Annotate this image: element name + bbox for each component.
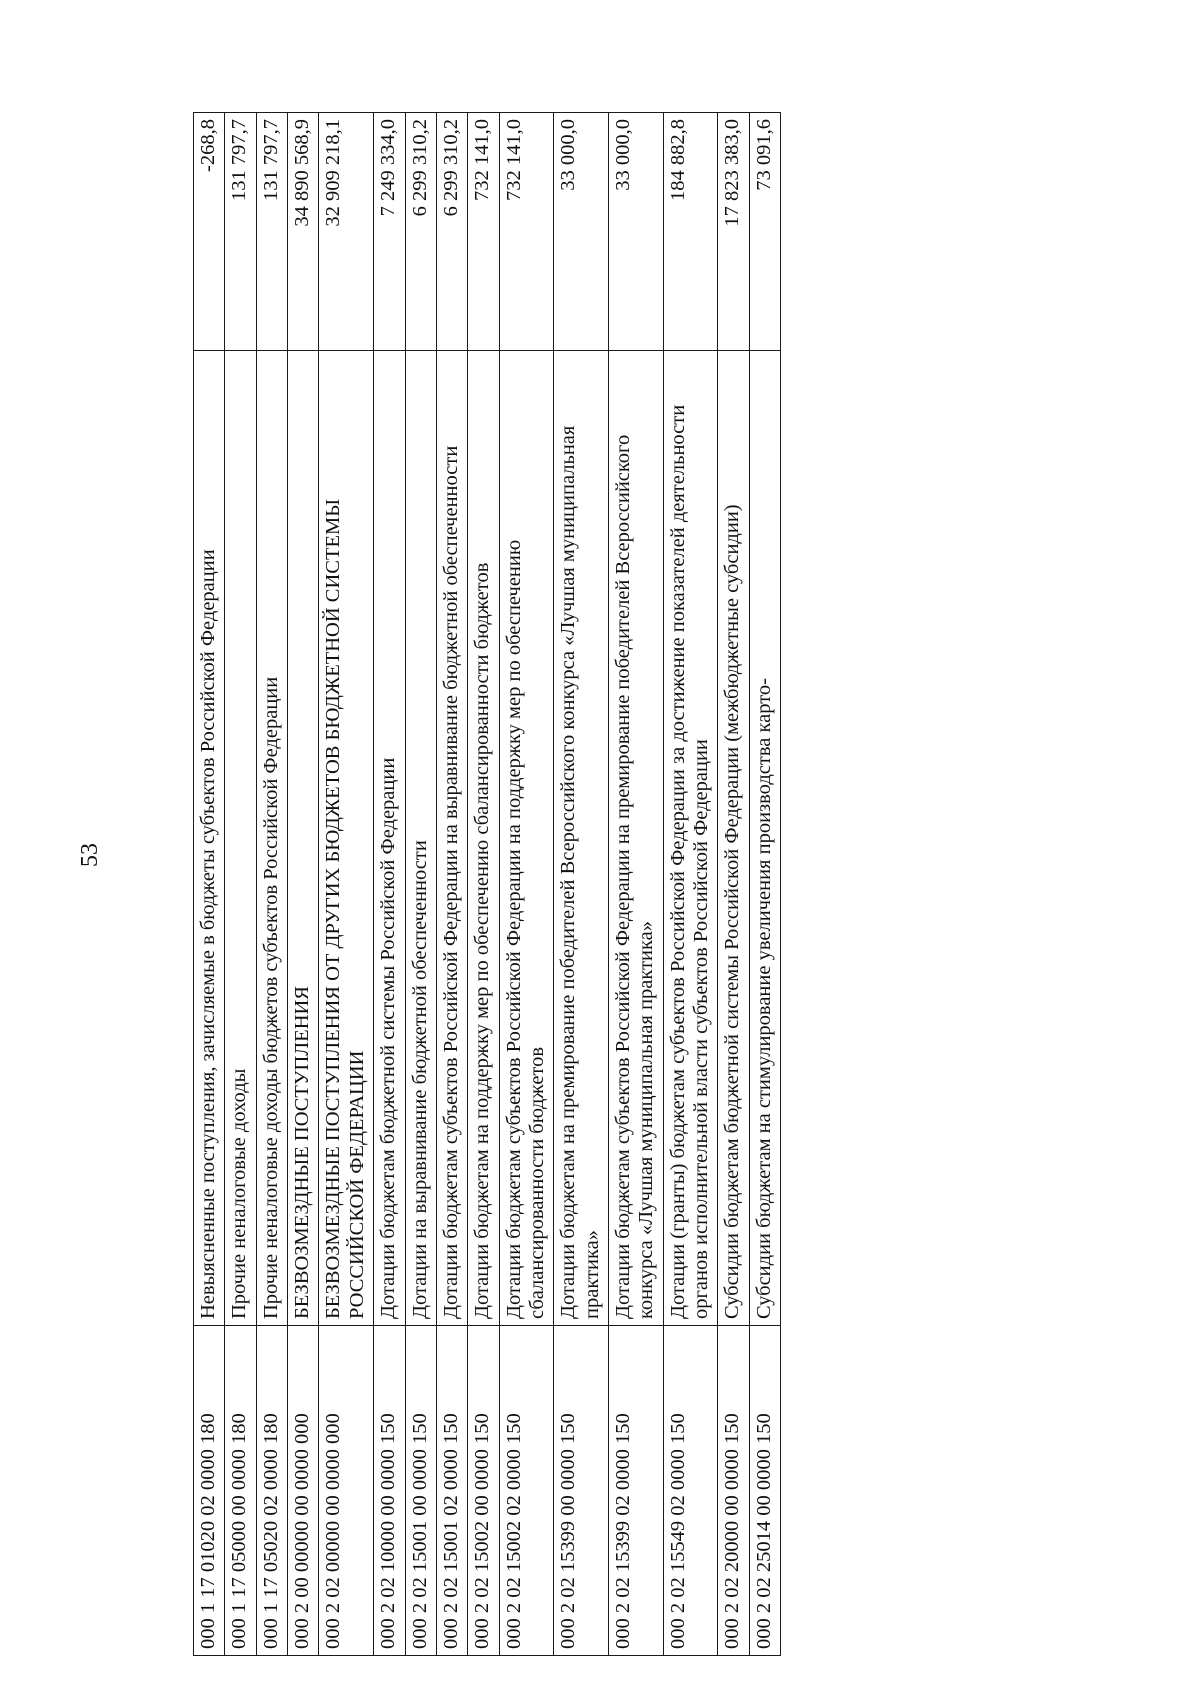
amount-cell: -268,8 xyxy=(194,113,225,351)
table-row xyxy=(554,113,609,1656)
amount-cell: 184 882,8 xyxy=(663,113,718,351)
table-row xyxy=(468,113,499,1656)
table-row xyxy=(374,113,405,1656)
budget-code-cell: 000 2 02 10000 00 0000 150 xyxy=(374,1326,405,1656)
budget-code-cell: 000 2 02 15002 00 0000 150 xyxy=(468,1326,499,1656)
table-row xyxy=(436,113,467,1656)
amount-cell: 34 890 568,9 xyxy=(288,113,319,351)
table-row xyxy=(405,113,436,1656)
amount-cell: 732 141,0 xyxy=(499,113,554,351)
table-row xyxy=(749,113,780,1656)
amount-cell: 32 909 218,1 xyxy=(319,113,374,351)
table-row xyxy=(225,113,256,1656)
table-row xyxy=(319,113,374,1656)
amount-cell: 33 000,0 xyxy=(554,113,609,351)
budget-code-cell: 000 2 02 15001 02 0000 150 xyxy=(436,1326,467,1656)
budget-code-cell: 000 2 00 00000 00 0000 000 xyxy=(288,1326,319,1656)
budget-code-cell: 000 1 17 05000 00 0000 180 xyxy=(225,1326,256,1656)
revenue-name-cell: Дотации бюджетам субъектов Российской Федерации на выравнивание бюджетной обеспеченности xyxy=(436,351,467,1326)
amount-cell: 131 797,7 xyxy=(225,113,256,351)
revenue-name-cell: Субсидии бюджетам на стимулирование увеличения производства карто- xyxy=(749,351,780,1326)
page-number: 53 xyxy=(77,843,103,867)
budget-code-cell: 000 2 02 15549 02 0000 150 xyxy=(663,1326,718,1656)
amount-cell: 7 249 334,0 xyxy=(374,113,405,351)
budget-code-cell: 000 1 17 05020 02 0000 180 xyxy=(256,1326,287,1656)
rotated-table-container xyxy=(193,113,1107,1656)
revenue-name-cell: Дотации бюджетам субъектов Российской Федерации на поддержку мер по обеспечению сбалансированности бюджетов xyxy=(499,351,554,1326)
amount-cell: 73 091,6 xyxy=(749,113,780,351)
revenue-name-cell: Дотации бюджетам бюджетной системы Российской Федерации xyxy=(374,351,405,1326)
revenue-name-cell: Прочие неналоговые доходы бюджетов субъектов Российской Федерации xyxy=(256,351,287,1326)
revenue-name-cell: БЕЗВОЗМЕЗДНЫЕ ПОСТУПЛЕНИЯ xyxy=(288,351,319,1326)
amount-cell: 131 797,7 xyxy=(256,113,287,351)
budget-code-cell: 000 2 02 15001 00 0000 150 xyxy=(405,1326,436,1656)
amount-cell: 6 299 310,2 xyxy=(436,113,467,351)
budget-code-cell: 000 2 02 15399 02 0000 150 xyxy=(609,1326,664,1656)
revenue-name-cell: Невыясненные поступления, зачисляемые в бюджеты субъектов Российской Федерации xyxy=(194,351,225,1326)
table-row xyxy=(256,113,287,1656)
table-row xyxy=(288,113,319,1656)
budget-revenue-table xyxy=(193,112,781,1656)
table-row xyxy=(194,113,225,1656)
budget-code-cell: 000 2 02 25014 00 0000 150 xyxy=(749,1326,780,1656)
revenue-name-cell: БЕЗВОЗМЕЗДНЫЕ ПОСТУПЛЕНИЯ ОТ ДРУГИХ БЮДЖЕТОВ БЮДЖЕТНОЙ СИСТЕМЫ РОССИЙСКОЙ ФЕДЕРАЦИИ xyxy=(319,351,374,1326)
revenue-name-cell: Дотации бюджетам на поддержку мер по обеспечению сбалансированности бюджетов xyxy=(468,351,499,1326)
table-row xyxy=(499,113,554,1656)
amount-cell: 33 000,0 xyxy=(609,113,664,351)
revenue-name-cell: Субсидии бюджетам бюджетной системы Российской Федерации (межбюджетные субсидии) xyxy=(718,351,749,1326)
revenue-name-cell: Дотации на выравнивание бюджетной обеспеченности xyxy=(405,351,436,1326)
amount-cell: 6 299 310,2 xyxy=(405,113,436,351)
table-row xyxy=(718,113,749,1656)
budget-code-cell: 000 2 02 15002 02 0000 150 xyxy=(499,1326,554,1656)
table-body xyxy=(194,113,781,1656)
table-row xyxy=(609,113,664,1656)
amount-cell: 17 823 383,0 xyxy=(718,113,749,351)
budget-code-cell: 000 1 17 01020 02 0000 180 xyxy=(194,1326,225,1656)
budget-code-cell: 000 2 02 00000 00 0000 000 xyxy=(319,1326,374,1656)
revenue-name-cell: Дотации бюджетам на премирование победителей Всероссийского конкурса «Лучшая муниципальная практика» xyxy=(554,351,609,1326)
revenue-name-cell: Дотации (гранты) бюджетам субъектов Российской Федерации за достижение показателей деятельности органов исполнительной власти субъектов Российской Федерации xyxy=(663,351,718,1326)
amount-cell: 732 141,0 xyxy=(468,113,499,351)
table-row xyxy=(663,113,718,1656)
budget-code-cell: 000 2 02 20000 00 0000 150 xyxy=(718,1326,749,1656)
revenue-name-cell: Дотации бюджетам субъектов Российской Федерации на премирование победителей Всероссийского конкурса «Лучшая муниципальная практика» xyxy=(609,351,664,1326)
budget-code-cell: 000 2 02 15399 00 0000 150 xyxy=(554,1326,609,1656)
revenue-name-cell: Прочие неналоговые доходы xyxy=(225,351,256,1326)
